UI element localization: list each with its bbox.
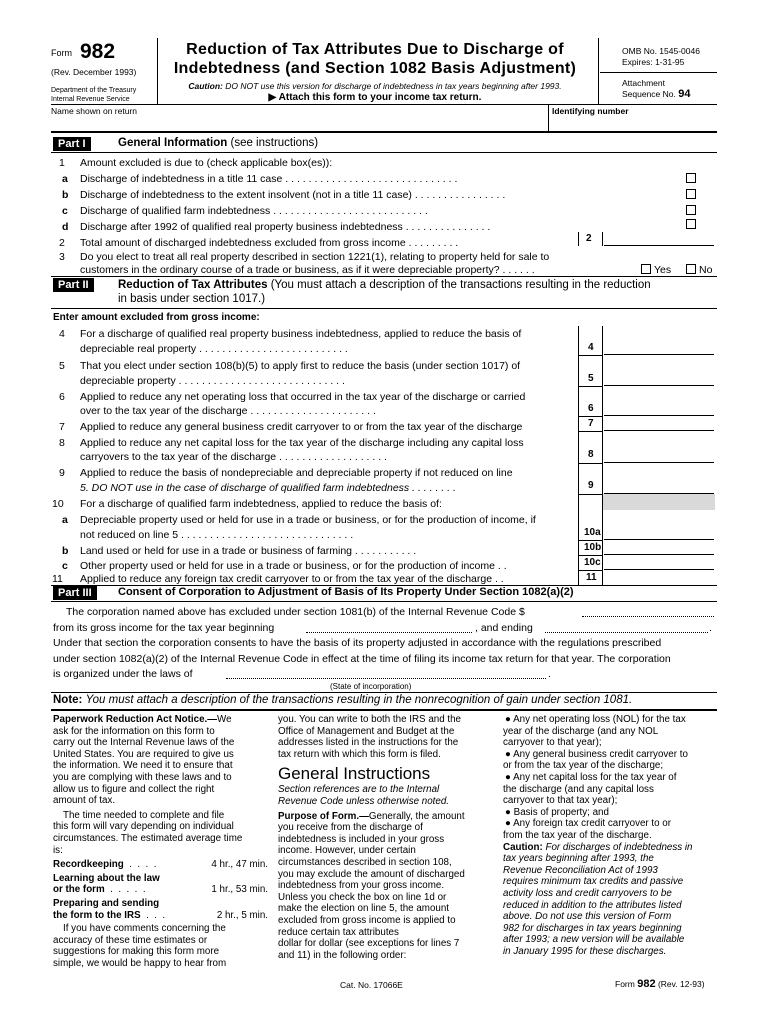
box-label: 2 (586, 233, 592, 244)
box-label: 10a (584, 527, 601, 538)
line3-text: Do you elect to treat all real property described in section 1221(1), relating to property held for sale to (80, 251, 550, 263)
form-number: 982 (80, 40, 116, 63)
line3-text-2: customers in the ordinary course of a trade or business, as if it were depreciable property? . . . . . . (80, 264, 535, 276)
line8-text-2: carryovers to the tax year of the discharge . . . . . . . . . . . . . . . . . . . (80, 451, 387, 463)
line2-text: Total amount of discharged indebtedness excluded from gross income . . . . . . . . . (80, 237, 459, 249)
line-number: 2 (59, 237, 65, 249)
divider (51, 131, 717, 133)
period: . (548, 668, 551, 680)
divider (578, 386, 603, 387)
line3-no-checkbox[interactable] (686, 264, 696, 274)
general-instructions: you. You can write to both the IRS and the Office of Management and Budget at the addresses listed in the instructions for the tax return with which this form is filed. General Instructions Section references are to the Internal Revenue Code unless otherwise noted. Purpose of Form.—Generally, the amount you receive from the discharge of indebtedness is included in your gross income. However, under certain circumstances described in section 108, you may exclude the amount of discharged indebtedness from your gross income. Unless you check the box on line 1d or make the election on line 5, the amount excluded from gross income is applied to reduce certain tax attributes dollar for dollar (see exceptions for lines 7 and 11) in the following order: (278, 714, 493, 961)
divider (578, 555, 603, 556)
note: Note: You must attach a description of the transactions resulting in the nonrecognition of gain under section 1081. (53, 694, 633, 706)
line9-text: Applied to reduce the basis of nondepreciable and depreciable property if not reduced on line (80, 467, 513, 479)
cat-number: Cat. No. 17066E (340, 980, 403, 990)
attachment-label: Attachment (622, 78, 665, 88)
line5-amount[interactable] (604, 371, 714, 386)
divider (600, 72, 717, 73)
line-number: 8 (59, 437, 65, 449)
line1d-checkbox[interactable] (686, 219, 696, 229)
name-label: Name shown on return (51, 106, 137, 116)
line-number: 1 (59, 157, 65, 169)
line7-text: Applied to reduce any general business credit carryover to or from the tax year of the discharge (80, 421, 523, 433)
line5-text-2: depreciable property . . . . . . . . . . . . . . . . . . . . . . . . . . . . . (80, 375, 345, 387)
box-label: 10b (584, 542, 602, 553)
line-number: 5 (59, 360, 65, 372)
box-label: 6 (588, 403, 594, 414)
line-letter: a (62, 173, 68, 185)
divider (51, 692, 717, 693)
line6-text-2: over to the tax year of the discharge . . . . . . . . . . . . . . . . . . . . . . (80, 405, 376, 417)
box-label: 8 (588, 449, 594, 460)
line1b-checkbox[interactable] (686, 189, 696, 199)
divider (51, 276, 717, 277)
bullet-icon: ● (505, 806, 511, 818)
line10a-text: Depreciable property used or held for use in a trade or business, or for the production of income, if (80, 514, 536, 526)
line-letter: d (62, 221, 69, 233)
line1c-text: Discharge of qualified farm indebtedness . . . . . . . . . . . . . . . . . . . . . . . . . . . (80, 205, 428, 217)
line-letter: c (62, 560, 68, 572)
part3-line5: is organized under the laws of (53, 668, 193, 680)
line-number: 11 (52, 573, 63, 585)
revision: (Rev. December 1993) (51, 67, 137, 77)
bullet-icon: ● (505, 771, 511, 783)
line1-text: Amount excluded is due to (check applicable box(es)): (80, 157, 333, 169)
part3-line2b: , and ending (475, 622, 533, 634)
divider (578, 570, 603, 571)
line7-amount[interactable] (604, 416, 714, 431)
part3-line4: under section 1082(a)(2) of the Internal Revenue Code in effect at the time of filing its income tax return for that year. The corporation (53, 653, 671, 665)
line9-amount[interactable] (604, 478, 714, 494)
line4-amount[interactable] (604, 340, 714, 355)
line10a-text-2: not reduced on line 5 . . . . . . . . . . . . . . . . . . . . . . . . . . . . . . (80, 529, 354, 541)
box-label: 5 (588, 373, 594, 384)
line-number: 10 (52, 498, 64, 510)
line1b-text: Discharge of indebtedness to the extent insolvent (not in a title 11 case) . . . . . . . . . . . . . . . . (80, 189, 506, 201)
line-number: 6 (59, 391, 65, 403)
part2-label: Part II (53, 278, 94, 292)
footer-form: Form 982 (Rev. 12-93) (615, 978, 705, 990)
attach-instruction: ▶ Attach this form to your income tax return. (268, 92, 482, 103)
line1d-text: Discharge after 1992 of qualified real property business indebtedness . . . . . . . . . . . . . . . (80, 221, 491, 233)
line1a-text: Discharge of indebtedness in a title 11 case . . . . . . . . . . . . . . . . . . . . . . . . . . . . . . (80, 173, 458, 185)
dept: Department of the Treasury (51, 87, 137, 94)
expires: Expires: 1-31-95 (622, 57, 685, 67)
line11-text: Applied to reduce any foreign tax credit carryover to or from the tax year of the discharge . . (80, 573, 504, 585)
shaded-cell (603, 494, 715, 510)
line10a-amount[interactable] (604, 525, 714, 540)
line-number: 9 (59, 467, 65, 479)
caution-note: Caution: DO NOT use this version for discharge of indebtedness in tax years beginning after 1993. (188, 81, 562, 91)
period: . (709, 622, 712, 634)
line11-amount[interactable] (604, 570, 714, 584)
line6-text: Applied to reduce any net operating loss that occurred in the tax year of the discharge or carried (80, 391, 526, 403)
year-begin-input[interactable] (306, 624, 472, 633)
line2-amount[interactable] (604, 232, 714, 246)
line5-text: That you elect under section 108(b)(5) to apply first to reduce the basis (under section 1017) of (80, 360, 521, 372)
paperwork-notice: Paperwork Reduction Act Notice.—We ask for the information on this form to carry out the Internal Revenue laws of the United States. You are required to give us the information. We need it to ensure that you are complying with these laws and to allow us to figure and collect the right amount of tax. The time needed to complete and file this form will vary depending on individual circumstances. The estimated average time is: Recordkeeping . . . . 4 hr., 47 min. Learning about the law or the form . . . . . 1 hr., 53 min. Preparing and sending the form to the IRS . . . 2 hr., 5 min. If you have comments concerning the accuracy of these time estimates or suggestions for making this form more simple, we would be happy to hear from (53, 714, 268, 969)
line4-text-2: depreciable real property . . . . . . . . . . . . . . . . . . . . . . . . . . (80, 343, 348, 355)
line4-text: For a discharge of qualified real property business indebtedness, applied to reduce the basis of (80, 328, 522, 340)
bullet-icon: ● (505, 818, 511, 830)
form-word: Form (51, 48, 72, 58)
divider (598, 38, 599, 104)
irs: Internal Revenue Service (51, 96, 130, 103)
divider (51, 152, 717, 153)
name-input[interactable] (55, 116, 545, 130)
part2-title: Reduction of Tax Attributes (You must attach a description of the transactions resulting in the reduction in basis under section 1017.) (118, 279, 651, 305)
divider (578, 494, 603, 495)
divider (51, 601, 717, 602)
part3-title: Consent of Corporation to Adjustment of Basis of Its Property Under Section 1082(a)(2) (118, 586, 574, 598)
line9-text-2: 5. DO NOT use in the case of discharge of qualified farm indebtedness . . . . . . . . (80, 482, 456, 494)
line-letter: a (62, 514, 68, 526)
yes-label: Yes (654, 264, 672, 276)
divider (578, 416, 603, 417)
year-end-input[interactable] (545, 624, 708, 633)
gi-heading: General Instructions (278, 764, 431, 784)
divider (51, 308, 717, 309)
box-label: 10c (584, 557, 601, 568)
line8-amount[interactable] (604, 447, 714, 463)
bullet-icon: ● (505, 748, 511, 760)
state-caption: (State of incorporation) (330, 682, 412, 691)
divider (157, 38, 158, 104)
sequence-label: Sequence No. 94 (622, 88, 691, 100)
id-input[interactable] (552, 116, 714, 130)
box-label: 9 (588, 480, 594, 491)
divider (51, 104, 717, 105)
line-letter: c (62, 205, 68, 217)
line-number: 4 (59, 328, 65, 340)
attribute-list: ● Any net operating loss (NOL) for the tax year of the discharge (and any NOL carryover to that year); ● Any general business credit carryover to or from the tax year of the discharge; ● Any net capital loss for the tax year of the discharge (and any capital loss carryover to that tax year); ● Basis of property; and ● Any foreign tax credit carryover to or from the tax year of the discharge. Caution: For discharges of indebtedness in tax years beginning after 1993, the Revenue Reconciliation Act of 1993 requires minimum tax credits and passive activity loss and credit carryovers to be reduced in addition to the attributes listed above. Do not use this version of Form 982 for discharges in tax years beginning after 1993; a new version will be available in January 1995 for these discharges. (503, 714, 693, 957)
part1-title: General Information (see instructions) (118, 137, 319, 149)
divider (578, 463, 603, 464)
divider (578, 232, 579, 246)
divider (578, 431, 603, 432)
line1c-checkbox[interactable] (686, 205, 696, 215)
excluded-amount-input[interactable] (582, 608, 714, 617)
bullet-icon: ● (505, 714, 511, 725)
enter-heading: Enter amount excluded from gross income: (53, 312, 260, 323)
omb-number: OMB No. 1545-0046 (622, 46, 700, 56)
divider (602, 232, 603, 246)
line10c-text: Other property used or held for use in a trade or business, or for the production of income . . (80, 560, 507, 572)
part1-label: Part I (53, 137, 91, 151)
part3-line2a: from its gross income for the tax year beginning (53, 622, 275, 634)
line10-text: For a discharge of qualified farm indebtedness, applied to reduce the basis of: (80, 498, 442, 510)
box-label: 11 (586, 572, 597, 583)
part3-label: Part III (53, 586, 97, 600)
line10b-amount[interactable] (604, 540, 714, 555)
line6-amount[interactable] (604, 401, 714, 416)
divider (578, 355, 603, 356)
line10b-text: Land used or held for use in a trade or business of farming . . . . . . . . . . . (80, 545, 417, 557)
line-number: 7 (59, 421, 65, 433)
state-input[interactable] (226, 670, 546, 679)
line-letter: b (62, 189, 69, 201)
part3-line3: Under that section the corporation consents to have the basis of its property adjusted in accordance with the regulations prescribed (53, 637, 662, 649)
line10c-amount[interactable] (604, 555, 714, 570)
line-letter: b (62, 545, 69, 557)
part3-line1: The corporation named above has excluded under section 1081(b) of the Internal Revenue Code $ (66, 606, 525, 618)
divider (548, 104, 549, 131)
line1a-checkbox[interactable] (686, 173, 696, 183)
line3-yes-checkbox[interactable] (641, 264, 651, 274)
box-label: 7 (588, 418, 594, 429)
line-number: 3 (59, 251, 65, 263)
divider (51, 709, 717, 711)
form-title: Reduction of Tax Attributes Due to Discharge of Indebtedness (and Section 1082 Basis Adjustment) (173, 41, 577, 77)
no-label: No (699, 264, 713, 276)
box-label: 4 (588, 342, 594, 353)
line8-text: Applied to reduce any net capital loss for the tax year of the discharge including any capital loss (80, 437, 524, 449)
id-label: Identifying number (552, 106, 629, 116)
divider (578, 540, 603, 541)
